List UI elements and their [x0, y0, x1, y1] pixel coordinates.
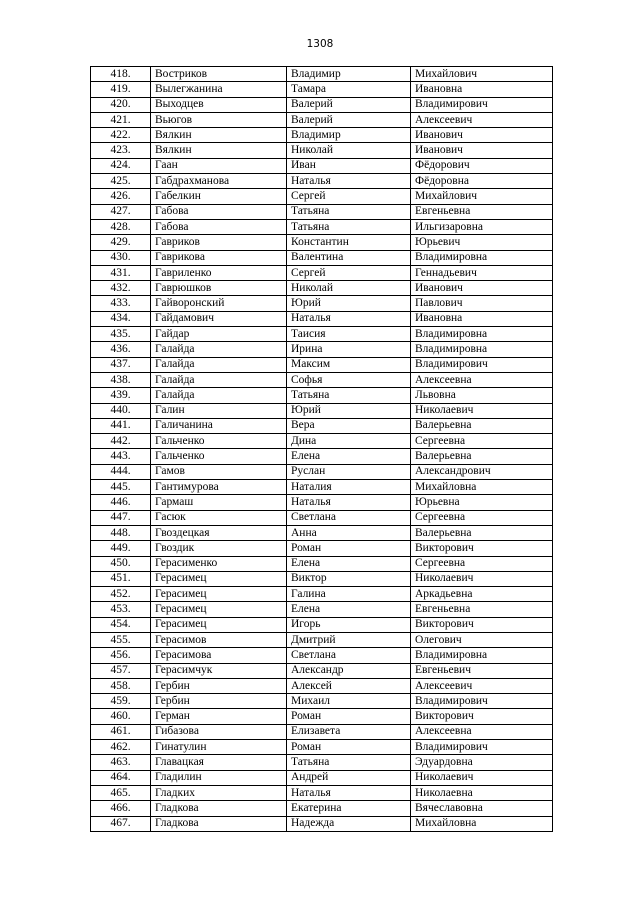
surname-cell: Гладких: [151, 785, 287, 800]
table-row: [91, 67, 553, 82]
table-row: [91, 663, 553, 678]
table-row: [91, 449, 553, 464]
first-name-cell: Михаил: [287, 694, 411, 709]
table-row: [91, 556, 553, 571]
table-row: [91, 602, 553, 617]
surname-cell: Галайда: [151, 357, 287, 372]
surname-cell: Гантимурова: [151, 480, 287, 495]
row-number-cell: 456.: [91, 648, 151, 663]
patronymic-cell: Евгеньевна: [411, 204, 553, 219]
patronymic-cell: Владимировна: [411, 327, 553, 342]
first-name-cell: Наталья: [287, 495, 411, 510]
patronymic-cell: Иванович: [411, 143, 553, 158]
first-name-cell: Елизавета: [287, 724, 411, 739]
first-name-cell: Валентина: [287, 250, 411, 265]
patronymic-cell: Алексеевич: [411, 678, 553, 693]
surname-cell: Герасимец: [151, 571, 287, 586]
row-number-cell: 463.: [91, 755, 151, 770]
row-number-cell: 424.: [91, 158, 151, 173]
row-number-cell: 427.: [91, 204, 151, 219]
surname-cell: Герман: [151, 709, 287, 724]
patronymic-cell: Сергеевна: [411, 434, 553, 449]
table-row: [91, 204, 553, 219]
table-row: [91, 678, 553, 693]
row-number-cell: 460.: [91, 709, 151, 724]
surname-cell: Главацкая: [151, 755, 287, 770]
patronymic-cell: Владимировна: [411, 250, 553, 265]
patronymic-cell: Владимировна: [411, 342, 553, 357]
surname-cell: Гладкова: [151, 816, 287, 831]
patronymic-cell: Иванович: [411, 281, 553, 296]
first-name-cell: Сергей: [287, 189, 411, 204]
first-name-cell: Роман: [287, 709, 411, 724]
table-row: [91, 434, 553, 449]
first-name-cell: Максим: [287, 357, 411, 372]
table-row: [91, 571, 553, 586]
first-name-cell: Татьяна: [287, 755, 411, 770]
table-row: [91, 112, 553, 127]
surname-cell: Герасимец: [151, 587, 287, 602]
table-row: [91, 801, 553, 816]
row-number-cell: 419.: [91, 82, 151, 97]
surname-cell: Герасимец: [151, 617, 287, 632]
surname-cell: Гасюк: [151, 510, 287, 525]
surname-cell: Гальченко: [151, 434, 287, 449]
patronymic-cell: Валерьевна: [411, 525, 553, 540]
first-name-cell: Валерий: [287, 97, 411, 112]
first-name-cell: Светлана: [287, 510, 411, 525]
table-row: [91, 510, 553, 525]
row-number-cell: 440.: [91, 403, 151, 418]
row-number-cell: 452.: [91, 587, 151, 602]
row-number-cell: 448.: [91, 525, 151, 540]
patronymic-cell: Сергеевна: [411, 556, 553, 571]
first-name-cell: Юрий: [287, 296, 411, 311]
surname-cell: Габова: [151, 204, 287, 219]
row-number-cell: 426.: [91, 189, 151, 204]
patronymic-cell: Павлович: [411, 296, 553, 311]
first-name-cell: Наталья: [287, 785, 411, 800]
table-row: [91, 174, 553, 189]
table-row: [91, 617, 553, 632]
surname-cell: Габелкин: [151, 189, 287, 204]
table-row: [91, 327, 553, 342]
table-row: [91, 495, 553, 510]
table-row: [91, 235, 553, 250]
row-number-cell: 443.: [91, 449, 151, 464]
surname-cell: Герасимова: [151, 648, 287, 663]
table-row: [91, 785, 553, 800]
row-number-cell: 418.: [91, 67, 151, 82]
patronymic-cell: Львовна: [411, 388, 553, 403]
first-name-cell: Елена: [287, 602, 411, 617]
table-row: [91, 357, 553, 372]
first-name-cell: Виктор: [287, 571, 411, 586]
row-number-cell: 446.: [91, 495, 151, 510]
surname-cell: Гинатулин: [151, 740, 287, 755]
patronymic-cell: Викторович: [411, 541, 553, 556]
patronymic-cell: Михайлович: [411, 189, 553, 204]
patronymic-cell: Ивановна: [411, 82, 553, 97]
first-name-cell: Николай: [287, 143, 411, 158]
row-number-cell: 447.: [91, 510, 151, 525]
row-number-cell: 428.: [91, 219, 151, 234]
table-row: [91, 632, 553, 647]
patronymic-cell: Вячеславовна: [411, 801, 553, 816]
row-number-cell: 423.: [91, 143, 151, 158]
surname-cell: Гавриленко: [151, 265, 287, 280]
patronymic-cell: Юрьевич: [411, 235, 553, 250]
table-row: [91, 709, 553, 724]
patronymic-cell: Юрьевна: [411, 495, 553, 510]
patronymic-cell: Михайлович: [411, 67, 553, 82]
surname-cell: Гавриков: [151, 235, 287, 250]
row-number-cell: 467.: [91, 816, 151, 831]
surname-cell: Гайворонский: [151, 296, 287, 311]
table-row: [91, 816, 553, 831]
surname-cell: Гвоздик: [151, 541, 287, 556]
surname-cell: Выходцев: [151, 97, 287, 112]
surname-cell: Герасименко: [151, 556, 287, 571]
first-name-cell: Наталия: [287, 480, 411, 495]
row-number-cell: 422.: [91, 128, 151, 143]
row-number-cell: 465.: [91, 785, 151, 800]
first-name-cell: Екатерина: [287, 801, 411, 816]
table-row: [91, 541, 553, 556]
first-name-cell: Надежда: [287, 816, 411, 831]
table-row: [91, 724, 553, 739]
patronymic-cell: Валерьевна: [411, 418, 553, 433]
table-row: [91, 311, 553, 326]
first-name-cell: Софья: [287, 372, 411, 387]
first-name-cell: Дина: [287, 434, 411, 449]
surname-cell: Гвоздецкая: [151, 525, 287, 540]
row-number-cell: 431.: [91, 265, 151, 280]
patronymic-cell: Евгеньевич: [411, 663, 553, 678]
first-name-cell: Татьяна: [287, 204, 411, 219]
table-row: [91, 480, 553, 495]
row-number-cell: 466.: [91, 801, 151, 816]
first-name-cell: Николай: [287, 281, 411, 296]
first-name-cell: Татьяна: [287, 388, 411, 403]
table-row: [91, 158, 553, 173]
table-row: [91, 587, 553, 602]
first-name-cell: Светлана: [287, 648, 411, 663]
row-number-cell: 459.: [91, 694, 151, 709]
table-row: [91, 342, 553, 357]
row-number-cell: 457.: [91, 663, 151, 678]
surname-cell: Галайда: [151, 388, 287, 403]
table-row: [91, 770, 553, 785]
first-name-cell: Татьяна: [287, 219, 411, 234]
patronymic-cell: Олегович: [411, 632, 553, 647]
row-number-cell: 435.: [91, 327, 151, 342]
patronymic-cell: Викторович: [411, 709, 553, 724]
first-name-cell: Дмитрий: [287, 632, 411, 647]
patronymic-cell: Александрович: [411, 464, 553, 479]
row-number-cell: 461.: [91, 724, 151, 739]
table-row: [91, 740, 553, 755]
surname-cell: Габова: [151, 219, 287, 234]
table-row: [91, 755, 553, 770]
patronymic-cell: Владимирович: [411, 357, 553, 372]
row-number-cell: 421.: [91, 112, 151, 127]
patronymic-cell: Викторович: [411, 617, 553, 632]
table-row: [91, 219, 553, 234]
row-number-cell: 437.: [91, 357, 151, 372]
table-row: [91, 648, 553, 663]
row-number-cell: 453.: [91, 602, 151, 617]
first-name-cell: Анна: [287, 525, 411, 540]
table-row: [91, 82, 553, 97]
surname-cell: Вялкин: [151, 128, 287, 143]
surname-cell: Гайдамович: [151, 311, 287, 326]
first-name-cell: Вера: [287, 418, 411, 433]
surname-cell: Гайдар: [151, 327, 287, 342]
patronymic-cell: Михайловна: [411, 480, 553, 495]
patronymic-cell: Валерьевна: [411, 449, 553, 464]
roster-body: [91, 67, 553, 832]
surname-cell: Вылегжанина: [151, 82, 287, 97]
patronymic-cell: Ивановна: [411, 311, 553, 326]
surname-cell: Гаврюшков: [151, 281, 287, 296]
patronymic-cell: Ильгизаровна: [411, 219, 553, 234]
first-name-cell: Юрий: [287, 403, 411, 418]
first-name-cell: Сергей: [287, 265, 411, 280]
first-name-cell: Роман: [287, 740, 411, 755]
row-number-cell: 433.: [91, 296, 151, 311]
row-number-cell: 439.: [91, 388, 151, 403]
surname-cell: Востриков: [151, 67, 287, 82]
table-row: [91, 97, 553, 112]
surname-cell: Гамов: [151, 464, 287, 479]
first-name-cell: Руслан: [287, 464, 411, 479]
first-name-cell: Иван: [287, 158, 411, 173]
table-row: [91, 372, 553, 387]
first-name-cell: Алексей: [287, 678, 411, 693]
row-number-cell: 462.: [91, 740, 151, 755]
first-name-cell: Таисия: [287, 327, 411, 342]
table-row: [91, 189, 553, 204]
first-name-cell: Игорь: [287, 617, 411, 632]
surname-cell: Гербин: [151, 694, 287, 709]
patronymic-cell: Николаевич: [411, 571, 553, 586]
table-row: [91, 128, 553, 143]
row-number-cell: 436.: [91, 342, 151, 357]
patronymic-cell: Владимирович: [411, 97, 553, 112]
row-number-cell: 458.: [91, 678, 151, 693]
patronymic-cell: Алексеевич: [411, 112, 553, 127]
first-name-cell: Елена: [287, 556, 411, 571]
surname-cell: Вялкин: [151, 143, 287, 158]
row-number-cell: 454.: [91, 617, 151, 632]
patronymic-cell: Фёдоровна: [411, 174, 553, 189]
row-number-cell: 444.: [91, 464, 151, 479]
surname-cell: Гладилин: [151, 770, 287, 785]
table-row: [91, 388, 553, 403]
surname-cell: Гладкова: [151, 801, 287, 816]
surname-cell: Вьюгов: [151, 112, 287, 127]
row-number-cell: 438.: [91, 372, 151, 387]
first-name-cell: Наталья: [287, 174, 411, 189]
row-number-cell: 442.: [91, 434, 151, 449]
first-name-cell: Роман: [287, 541, 411, 556]
surname-cell: Герасимов: [151, 632, 287, 647]
first-name-cell: Елена: [287, 449, 411, 464]
first-name-cell: Тамара: [287, 82, 411, 97]
table-row: [91, 143, 553, 158]
table-row: [91, 464, 553, 479]
surname-cell: Гаан: [151, 158, 287, 173]
patronymic-cell: Владимирович: [411, 694, 553, 709]
row-number-cell: 429.: [91, 235, 151, 250]
row-number-cell: 455.: [91, 632, 151, 647]
surname-cell: Галин: [151, 403, 287, 418]
table-row: [91, 265, 553, 280]
first-name-cell: Ирина: [287, 342, 411, 357]
first-name-cell: Владимир: [287, 67, 411, 82]
page-number: 1308: [306, 38, 334, 50]
patronymic-cell: Иванович: [411, 128, 553, 143]
surname-cell: Герасимчук: [151, 663, 287, 678]
table-row: [91, 418, 553, 433]
surname-cell: Гибазова: [151, 724, 287, 739]
first-name-cell: Андрей: [287, 770, 411, 785]
table-row: [91, 281, 553, 296]
patronymic-cell: Сергеевна: [411, 510, 553, 525]
row-number-cell: 425.: [91, 174, 151, 189]
patronymic-cell: Евгеньевна: [411, 602, 553, 617]
surname-cell: Габдрахманова: [151, 174, 287, 189]
first-name-cell: Наталья: [287, 311, 411, 326]
surname-cell: Гармаш: [151, 495, 287, 510]
row-number-cell: 430.: [91, 250, 151, 265]
surname-cell: Галайда: [151, 342, 287, 357]
row-number-cell: 450.: [91, 556, 151, 571]
first-name-cell: Галина: [287, 587, 411, 602]
surname-cell: Герасимец: [151, 602, 287, 617]
row-number-cell: 464.: [91, 770, 151, 785]
surname-cell: Гальченко: [151, 449, 287, 464]
patronymic-cell: Николаевич: [411, 770, 553, 785]
patronymic-cell: Владимировна: [411, 648, 553, 663]
patronymic-cell: Михайловна: [411, 816, 553, 831]
first-name-cell: Валерий: [287, 112, 411, 127]
row-number-cell: 441.: [91, 418, 151, 433]
patronymic-cell: Алексеевна: [411, 724, 553, 739]
row-number-cell: 432.: [91, 281, 151, 296]
surname-cell: Гаврикова: [151, 250, 287, 265]
table-row: [91, 525, 553, 540]
surname-cell: Галичанина: [151, 418, 287, 433]
row-number-cell: 451.: [91, 571, 151, 586]
first-name-cell: Владимир: [287, 128, 411, 143]
table-row: [91, 403, 553, 418]
row-number-cell: 445.: [91, 480, 151, 495]
patronymic-cell: Аркадьевна: [411, 587, 553, 602]
patronymic-cell: Николаевич: [411, 403, 553, 418]
patronymic-cell: Алексеевна: [411, 372, 553, 387]
row-number-cell: 449.: [91, 541, 151, 556]
table-row: [91, 250, 553, 265]
surname-cell: Галайда: [151, 372, 287, 387]
table-row: [91, 296, 553, 311]
first-name-cell: Константин: [287, 235, 411, 250]
surname-cell: Гербин: [151, 678, 287, 693]
row-number-cell: 434.: [91, 311, 151, 326]
row-number-cell: 420.: [91, 97, 151, 112]
first-name-cell: Александр: [287, 663, 411, 678]
patronymic-cell: Фёдорович: [411, 158, 553, 173]
patronymic-cell: Геннадьевич: [411, 265, 553, 280]
patronymic-cell: Николаевна: [411, 785, 553, 800]
table-row: [91, 694, 553, 709]
roster-table: [90, 66, 553, 832]
patronymic-cell: Эдуардовна: [411, 755, 553, 770]
patronymic-cell: Владимирович: [411, 740, 553, 755]
